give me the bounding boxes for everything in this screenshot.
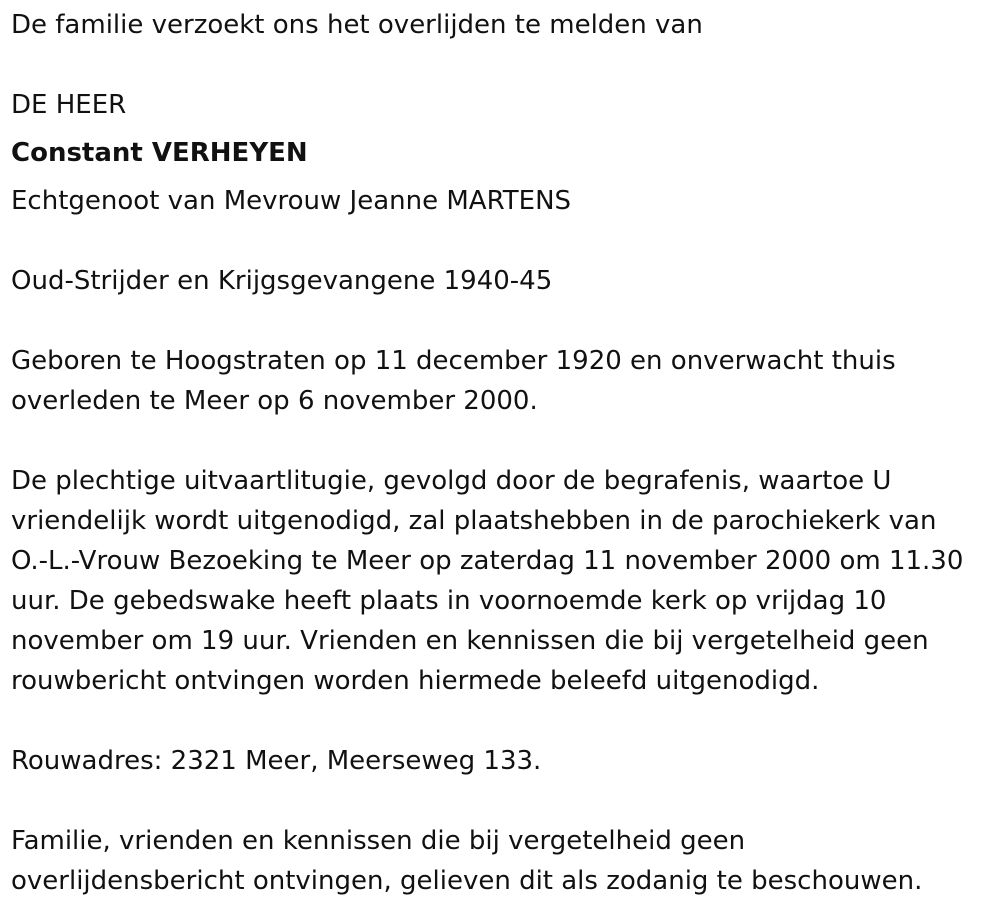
intro-text: De familie verzoekt ons het overlijden te melden van — [11, 10, 703, 40]
spouse-line: Echtgenoot van Mevrouw Jeanne MARTENS — [11, 186, 572, 216]
funeral-paragraph — [11, 461, 963, 701]
birth-death-paragraph — [11, 341, 896, 421]
paragraph-line: overleden te Meer op 6 november 2000. — [11, 386, 538, 416]
paragraph-line: vriendelijk wordt uitgenodigd, zal plaatshebben in de parochiekerk van — [11, 506, 937, 536]
paragraph-line: O.-L.-Vrouw Bezoeking te Meer op zaterdag 11 november 2000 om 11.30 — [11, 546, 964, 576]
paragraph-line: rouwbericht ontvingen worden hiermede beleefd uitgenodigd. — [11, 666, 820, 696]
veteran-line: Oud-Strijder en Krijgsgevangene 1940-45 — [11, 266, 553, 296]
mourning-address: Rouwadres: 2321 Meer, Meerseweg 133. — [11, 746, 542, 776]
family-note-paragraph — [11, 821, 922, 901]
paragraph-line: De plechtige uitvaartlitugie, gevolgd door de begrafenis, waartoe U — [11, 466, 892, 496]
paragraph-line: uur. De gebedswake heeft plaats in voornoemde kerk op vrijdag 10 — [11, 586, 887, 616]
paragraph-line: overlijdensbericht ontvingen, gelieven dit als zodanig te beschouwen. — [11, 866, 923, 896]
honorific-title: DE HEER — [11, 90, 127, 120]
paragraph-line: november om 19 uur. Vrienden en kennissen die bij vergetelheid geen — [11, 626, 929, 656]
paragraph-line: Familie, vrienden en kennissen die bij vergetelheid geen — [11, 826, 746, 856]
deceased-name: Constant VERHEYEN — [11, 138, 308, 168]
paragraph-line: Geboren te Hoogstraten op 11 december 1920 en onverwacht thuis — [11, 346, 896, 376]
